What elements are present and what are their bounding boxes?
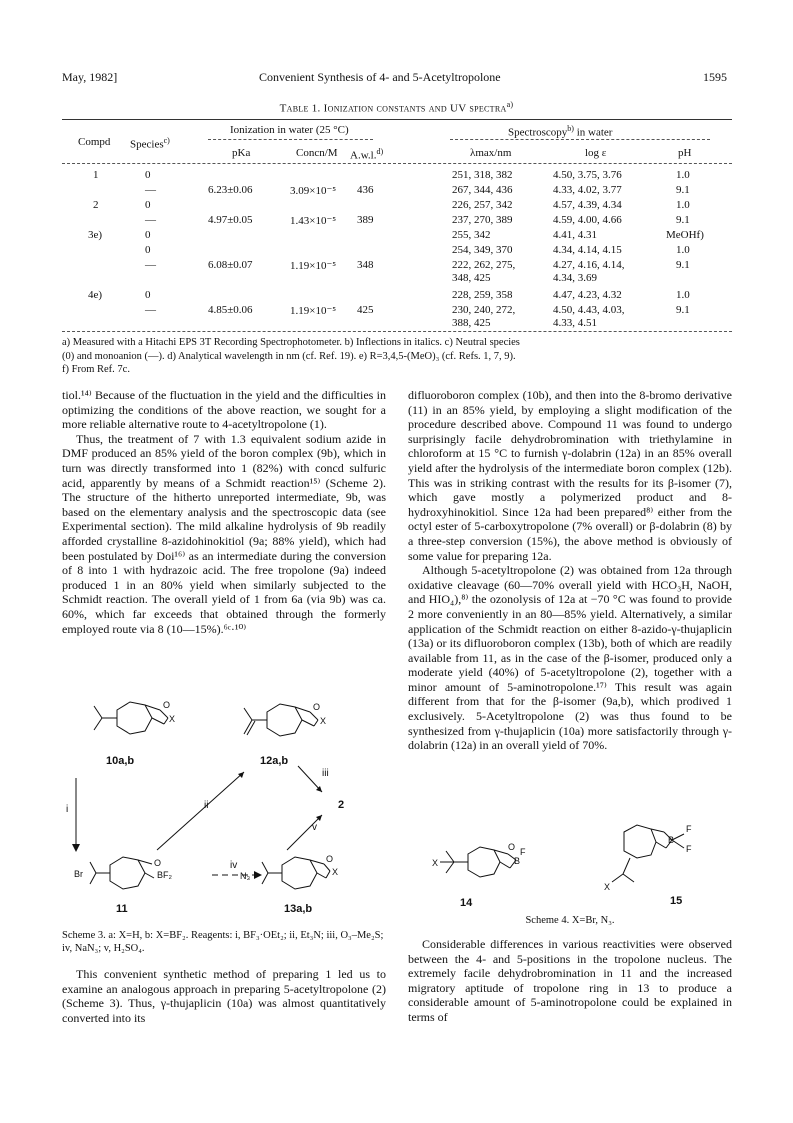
cell-pka: 4.97±0.05 [208, 214, 253, 226]
step-label: ii [204, 800, 209, 811]
cell-pka: 6.23±0.06 [208, 184, 253, 196]
cell-loge: 4.34, 3.69 [553, 272, 597, 284]
cell-lambda: 267, 344, 436 [452, 184, 513, 196]
scheme-3-caption: Scheme 3. a: X=H, b: X=BF₂. Reagents: i, BF₃·OEt₂; ii, Et₃N; iii, O₃–Me₂S; iv, NaN₃; v, H₂SO₄. [62, 930, 384, 954]
species-label: Species [130, 138, 164, 151]
arrow-ii [157, 772, 244, 850]
label-x: X [320, 716, 327, 726]
cell-lambda: 237, 270, 389 [452, 214, 513, 226]
paragraph: Although 5-acetyltropolone (2) was obtained from 12a through oxidative cleavage (60—70% overall yield with HCO₃H, NaOH, and HIO₄),⁸⁾ the ozonolysis of 12a at −70 °C was found to provide 2 more conveniently in an 80—85% yield. Alternatively, a similar application of the Schmidt reaction on either 8-azido-γ-thujaplicin (13a) or its difluoroboron complex (13b), both of which are readily available from 11, as in the case of the β-isomer, produced only a moderate yield (40%) of 5-acetyltropolone (2), together with a minor amount of 5-aminotropolone.¹⁷⁾ This result was again different from that for the β-isomer (9a,b), which prodived 1 exclusively. 5-Acetyltropolone (2) was thus found to be synthesized from γ-thujaplicin (10a) more satisfactorily through γ-dolabrin (12a) in an overall yield of 70%. [408, 563, 732, 753]
cell-compd: 2 [93, 199, 99, 211]
cell-ph: 9.1 [676, 259, 690, 271]
compound-10-structure [94, 700, 171, 734]
col-header-pka: pKa [232, 147, 251, 159]
cell-loge: 4.27, 4.16, 4.14, [553, 259, 625, 271]
label-f: F [686, 844, 692, 854]
cell-loge: 4.33, 4.51 [553, 317, 597, 329]
cell-compd: 3e) [88, 229, 103, 241]
cell-awl: 348 [357, 259, 374, 271]
label-x: X [332, 867, 339, 877]
spectroscopy-group-rule [450, 139, 710, 140]
col-header-awl [350, 147, 383, 162]
cell-lambda: 230, 240, 272, [452, 304, 516, 316]
cell-compd: 4e) [88, 289, 103, 301]
step-label: i [66, 804, 69, 815]
cell-lambda: 226, 257, 342 [452, 199, 513, 211]
spectroscopy-group-header [508, 124, 612, 139]
table-footnotes [62, 336, 732, 377]
cell-awl: 425 [357, 304, 374, 316]
label-b: B [514, 856, 521, 866]
compound-15-structure [612, 825, 684, 882]
table-footnote: a) Measured with a Hitachi EPS 3T Recording Spectrophotometer. b) Inflections in italics. c) Neutral species [62, 337, 520, 348]
label-x: X [604, 882, 611, 892]
col-header-lambda: λmax/nm [470, 147, 512, 159]
cell-loge: 4.47, 4.23, 4.32 [553, 289, 622, 301]
col-header-species [130, 136, 170, 151]
cell-awl: 389 [357, 214, 374, 226]
cell-species: 0 [145, 244, 151, 256]
label-x: X [169, 714, 176, 724]
cell-species: — [145, 184, 156, 196]
cell-ph: 1.0 [676, 289, 690, 301]
table-title-prefix: Table 1. [279, 102, 321, 115]
species-footnote-mark: c) [163, 136, 170, 145]
spectroscopy-label: Spectroscopy [508, 126, 568, 139]
compound-13-structure [262, 857, 330, 889]
left-column-bottom [62, 967, 386, 1025]
col-header-loge: log ε [585, 147, 607, 159]
step-label: v [312, 822, 317, 833]
compound-label-15: 15 [670, 895, 683, 907]
label-f: F [686, 824, 692, 834]
cell-concn: 1.43×10⁻⁵ [290, 215, 337, 227]
label-o: O [508, 842, 516, 852]
cell-loge: 4.50, 3.75, 3.76 [553, 169, 622, 181]
label-o: O [154, 858, 162, 868]
label-f: F [520, 847, 526, 857]
scheme-4-diagram [408, 810, 732, 910]
compound-12-structure [244, 702, 321, 736]
cell-lambda: 255, 342 [452, 229, 491, 241]
paragraph: tiol.¹⁴⁾ Because of the fluctuation in the yield and the difficulties in optimizing the conditions of the above reaction, we sought for a more reliable alternative route to 4-acetyltropolone (1). [62, 388, 386, 432]
cell-loge: 4.34, 4.14, 4.15 [553, 244, 622, 256]
cell-lambda: 388, 425 [452, 317, 491, 329]
cell-species: 0 [145, 199, 151, 211]
cell-lambda: 222, 262, 275, [452, 259, 516, 271]
cell-loge: 4.33, 4.02, 3.77 [553, 184, 622, 196]
running-header-date: May, 1982] [62, 70, 118, 84]
spectroscopy-tail: in water [576, 126, 613, 139]
cell-loge: 4.50, 4.43, 4.03, [553, 304, 625, 316]
cell-loge: 4.57, 4.39, 4.34 [553, 199, 622, 211]
label-o: O [326, 854, 334, 864]
col-header-compd: Compd [78, 136, 111, 148]
label-br: Br [74, 869, 83, 879]
cell-concn: 3.09×10⁻⁵ [290, 185, 337, 197]
compound-label-14: 14 [460, 897, 473, 909]
compound-label-12: 12a,b [260, 755, 289, 767]
compound-label-10: 10a,b [106, 755, 135, 767]
awl-footnote-mark: d) [376, 147, 384, 156]
left-column-top [62, 388, 386, 636]
step-label: iv [230, 860, 238, 871]
table-footnote: f) From Ref. 7c. [62, 364, 130, 375]
cell-ph: 1.0 [676, 244, 690, 256]
cell-loge: 4.59, 4.00, 4.66 [553, 214, 622, 226]
scheme-4-caption: Scheme 4. X=Br, N₃. [525, 915, 615, 926]
compound-label-11: 11 [116, 903, 128, 915]
paragraph: difluoroboron complex (10b), and then into the 8-bromo derivative (11) in an 85% yield, by employing a slight modification of the procedure described above. Compound 11 was found to undergo surprisingly facile dehydrobromination with triethylamine in chloroform at 15 °C to furnish γ-dolabrin (12a) in an 85% overall yield after the hydrolysis of the intermediate boron complex (12b). This was in striking contrast with the results for its β-isomer (7), which gave mostly a polymerized product and 8-hydroxyhinokitiol. Since 12a had been prepared⁸⁾ either from the octyl ester of 5-carboxytropolone (7% overall) or β-dolabrin (8) by a three-step conversion (15%), the above method is obviously of some value for preparing 12a. [408, 388, 732, 563]
scheme-3-diagram [62, 680, 392, 925]
ionization-group-rule [208, 139, 373, 140]
cell-compd: 1 [93, 169, 99, 181]
compound-14-structure [440, 847, 516, 877]
right-column-bottom [408, 937, 732, 1025]
label-o: O [163, 700, 171, 710]
cell-species: 0 [145, 289, 151, 301]
cell-ph: 1.0 [676, 169, 690, 181]
paragraph: This convenient synthetic method of preparing 1 led us to examine an analogous approach in preparing 5-acetyltropolone (2) (Scheme 3). Thus, γ-thujaplicin (10a) was almost quantitatively converted into its [62, 967, 386, 1025]
spectroscopy-footnote-mark: b) [567, 124, 574, 133]
cell-lambda: 254, 349, 370 [452, 244, 513, 256]
cell-concn: 1.19×10⁻⁵ [290, 305, 337, 317]
cell-concn: 1.19×10⁻⁵ [290, 260, 337, 272]
compound-label-2: 2 [338, 799, 345, 811]
ionization-group-header: Ionization in water (25 °C) [230, 124, 349, 136]
table-footnote: (0) and monoanion (—). d) Analytical wavelength in nm (cf. Ref. 19). e) R=3,4,5-(MeO)₃ (cf. Refs. 1, 7, 9). [62, 350, 516, 362]
col-header-concn: Concn/M [296, 147, 338, 159]
step-label: iii [322, 768, 329, 779]
cell-ph: 9.1 [676, 184, 690, 196]
cell-awl: 436 [357, 184, 374, 196]
cell-ph: 1.0 [676, 199, 690, 211]
cell-lambda: 348, 425 [452, 272, 491, 284]
table-header-rule [62, 163, 732, 164]
page-number: 1595 [703, 70, 727, 84]
cell-ph: 9.1 [676, 214, 690, 226]
compound-label-13: 13a,b [284, 903, 313, 915]
cell-species: 0 [145, 229, 151, 241]
table-top-rule [62, 119, 732, 120]
cell-species: 0 [145, 169, 151, 181]
right-column-top [408, 388, 732, 753]
cell-pka: 6.08±0.07 [208, 259, 253, 271]
table-title-footnote-mark: a) [506, 100, 514, 109]
label-n3: N₃ [240, 871, 251, 881]
cell-ph: 9.1 [676, 304, 690, 316]
paragraph: Considerable differences in various reactivities were observed between the 4- and 5-positions in the tropolone nucleus. The extremely facile dehydrobromination in 11 and the increased migratory aptitude of tropolone ring in 13 to produce a considerable amount of 5-aminotropolone could be explained in terms of [408, 937, 732, 1024]
label-x: X [432, 858, 439, 868]
label-b: B [668, 835, 675, 845]
table-bottom-rule [62, 331, 732, 332]
cell-species: — [145, 214, 156, 226]
cell-species: — [145, 304, 156, 316]
cell-loge: 4.41, 4.31 [553, 229, 597, 241]
paragraph: Thus, the treatment of 7 with 1.3 equivalent sodium azide in DMF produced an 85% yield of the boron complex (9b), which in turn was directly transformed into 1 (82%) with concd sulfuric acid, apparently by means of a Schmidt reaction¹⁵⁾ (Scheme 2). The structure of the hitherto unreported intermediate, 9b, was based on the elementary analysis and the spectroscopic data (see Experimental section). The mild alkaline hydrolysis of 9b readily afforded crystalline 8-azidohinokitiol (9a; 88% yield), which had been postulated by Doi¹⁶⁾ as an intermediate during the conversion of 8 into 1 with hydrazoic acid. The free tropolone (9a) indeed produced 1 in an 80% yield when similarly subjected to the Schmidt reaction. The overall yield of 1 from 6a (via 9b) was ca. 60%, which far exceeds that obtained through the formerly employed route via 8 (10—15%).⁶ᶜ·¹⁰⁾ [62, 431, 386, 636]
awl-label: A.w.l. [350, 149, 377, 162]
cell-pka: 4.85±0.06 [208, 304, 253, 316]
cell-species: — [145, 259, 156, 271]
cell-lambda: 228, 259, 358 [452, 289, 513, 301]
cell-ph: MeOHf) [666, 229, 704, 241]
compound-11-structure [90, 857, 154, 889]
label-o: O [313, 702, 321, 712]
running-header-title: Convenient Synthesis of 4- and 5-Acetyltropolone [259, 70, 501, 84]
col-header-ph: pH [678, 147, 692, 159]
table-title [0, 100, 793, 115]
label-bf2: BF₂ [157, 870, 172, 880]
table-title-text: Ionization constants and UV spectra [323, 102, 507, 115]
cell-lambda: 251, 318, 382 [452, 169, 513, 181]
